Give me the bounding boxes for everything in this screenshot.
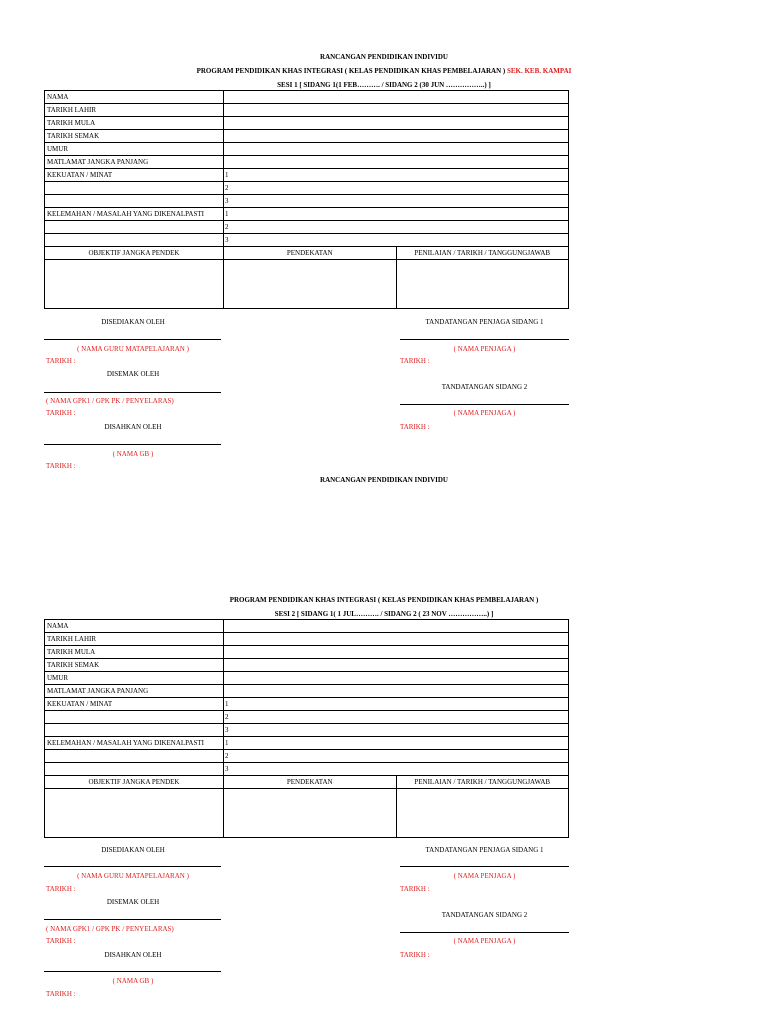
- header-objektif: OBJEKTIF JANGKA PENDEK: [45, 247, 224, 260]
- form2-tandatangan1-label: TANDATANGAN PENJAGA SIDANG 1: [425, 846, 544, 854]
- input-umur[interactable]: [224, 672, 569, 685]
- form2-sig-line-gpk[interactable]: [44, 919, 221, 920]
- form2-row-nama: [45, 620, 569, 633]
- form1-row-nama: [45, 91, 569, 104]
- form1-sig-line-guru[interactable]: [44, 339, 221, 340]
- input-tarikh-mula[interactable]: [224, 646, 569, 659]
- form2-nama-gpk: ( NAMA GPK1 / GPK PK / PENYELARAS): [46, 925, 174, 933]
- form2-tarikh-gb: TARIKH :: [46, 990, 76, 998]
- form2-disahkan-label: DISAHKAN OLEH: [104, 951, 162, 959]
- form2-row-kelemahan-3: [45, 763, 569, 776]
- form2-session: SESI 2 [ SIDANG 1( 1 JUL………. / SIDANG 2 ( 23 NOV ……………..) ]: [274, 610, 494, 618]
- input-pendekatan[interactable]: [224, 789, 397, 838]
- form1-row-tarikh-mula: [45, 117, 569, 130]
- form1-nama-penjaga2: ( NAMA PENJAGA ): [453, 409, 516, 417]
- form2-tarikh-gpk: TARIKH :: [46, 937, 76, 945]
- form2-tarikh-penjaga1: TARIKH :: [400, 885, 430, 893]
- form2-table: [44, 619, 569, 838]
- form1-session: SESI 1 [ SIDANG 1(1 FEB………. / SIDANG 2 (30 JUN ……………..) ]: [277, 81, 491, 89]
- form2-nama-guru: ( NAMA GURU MATAPELAJARAN ): [77, 872, 189, 880]
- form1-program: PROGRAM PENDIDIKAN KHAS INTEGRASI ( KELAS PENDIDIKAN KHAS PEMBELAJARAN ): [196, 67, 506, 75]
- input-tarikh-mula[interactable]: [224, 117, 569, 130]
- form2-row-matlamat: [45, 685, 569, 698]
- input-matlamat[interactable]: [224, 685, 569, 698]
- form1-row-tarikh-semak: [45, 130, 569, 143]
- form1-sig-line-penjaga2[interactable]: [400, 404, 569, 405]
- form2-program: PROGRAM PENDIDIKAN KHAS INTEGRASI ( KELAS PENDIDIKAN KHAS PEMBELAJARAN ): [229, 596, 539, 604]
- form1-nama-penjaga1: ( NAMA PENJAGA ): [453, 345, 516, 353]
- form1-program-line: [0, 67, 768, 75]
- form1-row-objectives: [45, 260, 569, 309]
- form2-disemak-label: DISEMAK OLEH: [106, 898, 160, 906]
- label-tarikh-lahir: TARIKH LAHIR: [45, 633, 224, 646]
- form1-disahkan-label: DISAHKAN OLEH: [104, 423, 162, 431]
- form1-tarikh-guru: TARIKH :: [46, 357, 76, 365]
- label-kekuatan: KEKUATAN / MINAT: [45, 698, 224, 711]
- form1-tandatangan1-label: TANDATANGAN PENJAGA SIDANG 1: [425, 318, 544, 326]
- form1-sig-line-penjaga1[interactable]: [400, 339, 569, 340]
- label-tarikh-semak: TARIKH SEMAK: [45, 659, 224, 672]
- input-nama[interactable]: [224, 620, 569, 633]
- form1-tarikh-penjaga2: TARIKH :: [400, 423, 430, 431]
- form2-sig-line-penjaga2[interactable]: [400, 932, 569, 933]
- form1-row-kekuatan-3: [45, 195, 569, 208]
- form1-tandatangan2-label: TANDATANGAN SIDANG 2: [441, 383, 528, 391]
- label-kekuatan: KEKUATAN / MINAT: [45, 169, 224, 182]
- input-kekuatan-3[interactable]: 3: [224, 724, 569, 737]
- label-kelemahan: KELEMAHAN / MASALAH YANG DIKENALPASTI: [45, 208, 224, 221]
- input-kelemahan-2[interactable]: 2: [224, 221, 569, 234]
- form2-nama-penjaga2: ( NAMA PENJAGA ): [453, 937, 516, 945]
- form1-row-kekuatan-1: [45, 169, 569, 182]
- label-kelemahan: KELEMAHAN / MASALAH YANG DIKENALPASTI: [45, 737, 224, 750]
- form1-row-kelemahan-2: [45, 221, 569, 234]
- form2-sig-line-gb[interactable]: [44, 971, 221, 972]
- form2-row-kelemahan-1: [45, 737, 569, 750]
- form2-tarikh-guru: TARIKH :: [46, 885, 76, 893]
- form1-tarikh-penjaga1: TARIKH :: [400, 357, 430, 365]
- form2-tarikh-penjaga2: TARIKH :: [400, 951, 430, 959]
- input-objektif[interactable]: [45, 789, 224, 838]
- label-matlamat: MATLAMAT JANGKA PANJANG: [45, 685, 224, 698]
- input-kekuatan-2[interactable]: 2: [224, 182, 569, 195]
- header-objektif: OBJEKTIF JANGKA PENDEK: [45, 776, 224, 789]
- form2-tandatangan2-label: TANDATANGAN SIDANG 2: [441, 911, 528, 919]
- form2-nama-penjaga1: ( NAMA PENJAGA ): [453, 872, 516, 880]
- form1-row-column-headers: [45, 247, 569, 260]
- form1-title: RANCANGAN PENDIDIKAN INDIVIDU: [320, 53, 448, 61]
- input-objektif[interactable]: [45, 260, 224, 309]
- input-pendekatan[interactable]: [224, 260, 397, 309]
- form2-row-tarikh-mula: [45, 646, 569, 659]
- form1-nama-guru: ( NAMA GURU MATAPELAJARAN ): [77, 345, 189, 353]
- input-umur[interactable]: [224, 143, 569, 156]
- input-tarikh-semak[interactable]: [224, 130, 569, 143]
- form2-row-tarikh-lahir: [45, 633, 569, 646]
- input-kelemahan-3[interactable]: 3: [224, 763, 569, 776]
- form2-sig-line-penjaga1[interactable]: [400, 866, 569, 867]
- label-tarikh-mula: TARIKH MULA: [45, 117, 224, 130]
- label-umur: UMUR: [45, 143, 224, 156]
- input-kekuatan-1[interactable]: 1: [224, 698, 569, 711]
- form1-row-tarikh-lahir: [45, 104, 569, 117]
- input-kekuatan-2[interactable]: 2: [224, 711, 569, 724]
- form1-nama-gpk: ( NAMA GPK1 / GPK PK / PENYELARAS): [46, 397, 174, 405]
- label-matlamat: MATLAMAT JANGKA PANJANG: [45, 156, 224, 169]
- label-tarikh-semak: TARIKH SEMAK: [45, 130, 224, 143]
- input-kekuatan-3[interactable]: 3: [224, 195, 569, 208]
- input-kelemahan-3[interactable]: 3: [224, 234, 569, 247]
- form1-sig-line-gpk[interactable]: [44, 392, 221, 393]
- input-tarikh-semak[interactable]: [224, 659, 569, 672]
- form2-row-kelemahan-2: [45, 750, 569, 763]
- form1-row-kelemahan-3: [45, 234, 569, 247]
- form1-row-kekuatan-2: [45, 182, 569, 195]
- input-tarikh-lahir[interactable]: [224, 104, 569, 117]
- input-penilaian[interactable]: [396, 789, 569, 838]
- form1-table: [44, 90, 569, 309]
- form2-row-umur: [45, 672, 569, 685]
- label-tarikh-lahir: TARIKH LAHIR: [45, 104, 224, 117]
- input-penilaian[interactable]: [396, 260, 569, 309]
- header-pendekatan: PENDEKATAN: [224, 247, 397, 260]
- form1-row-kelemahan-1: [45, 208, 569, 221]
- header-pendekatan: PENDEKATAN: [224, 776, 397, 789]
- form2-sig-line-guru[interactable]: [44, 866, 221, 867]
- form2-row-kekuatan-1: [45, 698, 569, 711]
- form1-tarikh-gpk: TARIKH :: [46, 409, 76, 417]
- input-kelemahan-1[interactable]: 1: [224, 208, 569, 221]
- form1-school: SEK. KEB. KAMPAI: [506, 67, 572, 75]
- label-tarikh-mula: TARIKH MULA: [45, 646, 224, 659]
- form2-row-column-headers: [45, 776, 569, 789]
- label-nama: NAMA: [45, 620, 224, 633]
- form1-nama-gb: ( NAMA GB ): [112, 450, 154, 458]
- label-umur: UMUR: [45, 672, 224, 685]
- header-penilaian: PENILAIAN / TARIKH / TANGGUNGJAWAB: [396, 247, 569, 260]
- input-kelemahan-1[interactable]: 1: [224, 737, 569, 750]
- input-kelemahan-2[interactable]: 2: [224, 750, 569, 763]
- form1-tarikh-gb: TARIKH :: [46, 462, 76, 470]
- form1-row-umur: [45, 143, 569, 156]
- form1-sig-line-gb[interactable]: [44, 444, 221, 445]
- form2-nama-gb: ( NAMA GB ): [112, 977, 154, 985]
- input-matlamat[interactable]: [224, 156, 569, 169]
- form2-disediakan-label: DISEDIAKAN OLEH: [101, 846, 165, 854]
- input-tarikh-lahir[interactable]: [224, 633, 569, 646]
- input-kekuatan-1[interactable]: 1: [224, 169, 569, 182]
- form2-title: RANCANGAN PENDIDIKAN INDIVIDU: [320, 476, 448, 484]
- form1-disemak-label: DISEMAK OLEH: [106, 370, 160, 378]
- form2-row-tarikh-semak: [45, 659, 569, 672]
- input-nama[interactable]: [224, 91, 569, 104]
- form1-disediakan-label: DISEDIAKAN OLEH: [101, 318, 165, 326]
- label-nama: NAMA: [45, 91, 224, 104]
- form2-row-kekuatan-3: [45, 724, 569, 737]
- form2-row-kekuatan-2: [45, 711, 569, 724]
- header-penilaian: PENILAIAN / TARIKH / TANGGUNGJAWAB: [396, 776, 569, 789]
- form2-row-objectives: [45, 789, 569, 838]
- form1-row-matlamat: [45, 156, 569, 169]
